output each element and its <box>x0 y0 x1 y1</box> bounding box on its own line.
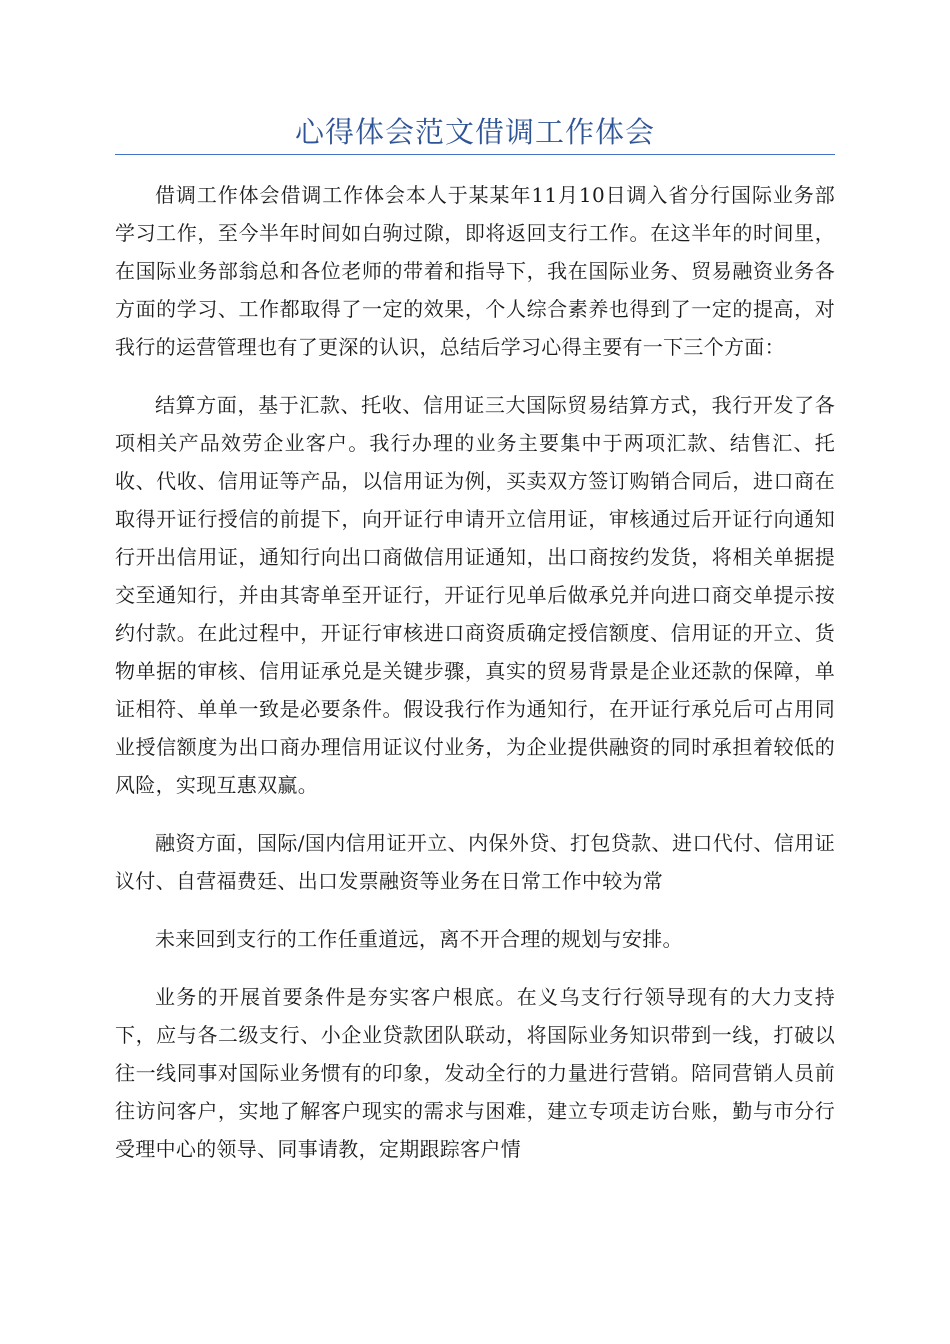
document-title: 心得体会范文借调工作体会 <box>294 115 655 149</box>
paragraph-financing: 融资方面，国际/国内信用证开立、内保外贷、打包贷款、进口代付、信用证议付、自营福费廷、出口发票融资等业务在日常工作中较为常 <box>115 831 835 893</box>
title-underline-divider <box>115 154 835 155</box>
paragraph-business: 业务的开展首要条件是夯实客户根底。在义乌支行行领导现有的大力支持下，应与各二级支行、小企业贷款团队联动，将国际业务知识带到一线，打破以往一线同事对国际业务惯有的印象，发动全行的力量进行营销。陪同营销人员前往访问客户，实地了解客户现实的需求与困难，建立专项走访台账，勤与市分行受理中心的领导、同事请教，定期跟踪客户情 <box>115 985 835 1161</box>
document-body <box>115 176 835 1188</box>
paragraph-settlement: 结算方面，基于汇款、托收、信用证三大国际贸易结算方式，我行开发了各项相关产品效劳企业客户。我行办理的业务主要集中于两项汇款、结售汇、托收、代收、信用证等产品，以信用证为例，买卖双方签订购销合同后，进口商在取得开证行授信的前提下，向开证行申请开立信用证，审核通过后开证行向通知行开出信用证，通知行向出口商做信用证通知，出口商按约发货，将相关单据提交至通知行，并由其寄单至开证行，开证行见单后做承兑并向进口商交单提示按约付款。在此过程中，开证行审核进口商资质确定授信额度、信用证的开立、货物单据的审核、信用证承兑是关键步骤，真实的贸易背景是企业还款的保障，单证相符、单单一致是必要条件。假设我行作为通知行，在开证行承兑后可占用同业授信额度为出口商办理信用证议付业务，为企业提供融资的同时承担着较低的风险，实现互惠双赢。 <box>115 393 835 797</box>
paragraph-intro: 借调工作体会借调工作体会本人于某某年11月10日调入省分行国际业务部学习工作，至今半年时间如白驹过隙，即将返回支行工作。在这半年的时间里，在国际业务部翁总和各位老师的带着和指导下，我在国际业务、贸易融资业务各方面的学习、工作都取得了一定的效果，个人综合素养也得到了一定的提高，对我行的运营管理也有了更深的认识，总结后学习心得主要有一下三个方面： <box>115 183 835 359</box>
paragraph-future: 未来回到支行的工作任重道远，离不开合理的规划与安排。 <box>155 927 683 951</box>
